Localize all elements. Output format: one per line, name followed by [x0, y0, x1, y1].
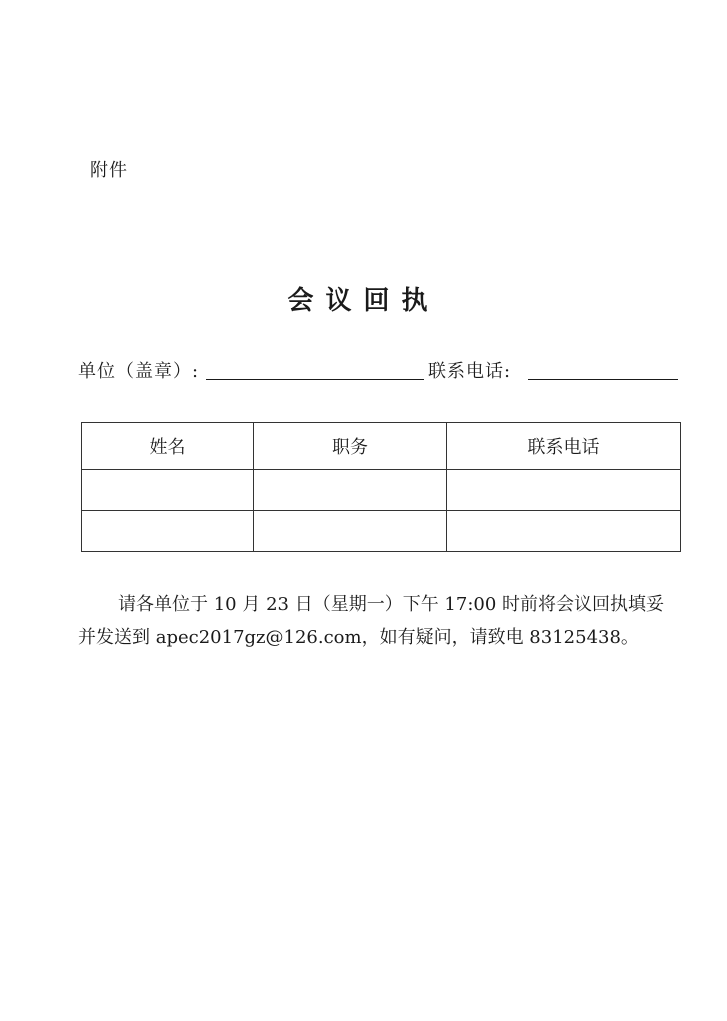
unit-fill-line[interactable]	[206, 379, 424, 380]
notice-line-1	[78, 588, 692, 621]
table-cell[interactable]	[447, 470, 681, 511]
unit-label: 单位（盖章）:	[78, 361, 200, 382]
table-cell[interactable]	[82, 470, 254, 511]
table-cell[interactable]	[82, 511, 254, 552]
notice-paragraph	[78, 588, 692, 654]
table-cell[interactable]	[447, 511, 681, 552]
attachment-label: 附件	[90, 160, 128, 181]
document-title: 会议回执	[287, 286, 440, 316]
table-cell[interactable]	[254, 470, 447, 511]
header-position: 职务	[254, 423, 447, 470]
table-row	[82, 511, 681, 552]
unit-contact-row	[78, 355, 684, 385]
phone-label: 联系电话:	[428, 361, 512, 382]
notice-line-2: 并发送到 apec2017gz@126.com，如有疑问，请致电 83125438。	[78, 627, 639, 648]
table-cell[interactable]	[254, 511, 447, 552]
notice-line-1-text: 请各单位于 10 月 23 日（星期一）下午 17:00 时前将会议回执填妥	[118, 594, 665, 615]
header-name: 姓名	[82, 423, 254, 470]
phone-fill-line[interactable]	[528, 379, 678, 380]
header-phone: 联系电话	[447, 423, 681, 470]
reply-table	[81, 422, 681, 552]
table-row	[82, 470, 681, 511]
table-header-row	[82, 423, 681, 470]
